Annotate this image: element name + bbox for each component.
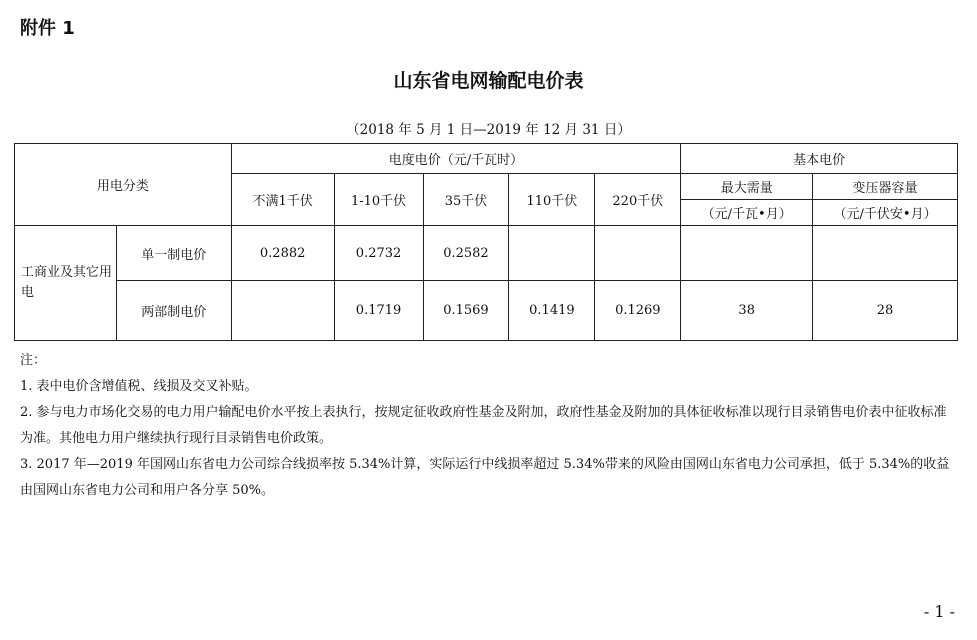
basic-price-header: 基本电价 (681, 144, 958, 174)
tariff-table (14, 143, 958, 341)
transformer-cell (813, 226, 958, 281)
price-cell: 0.1269 (595, 281, 681, 341)
price-cell (595, 226, 681, 281)
voltage-level-header: 110千伏 (509, 174, 595, 226)
voltage-level-header: 不满1千伏 (231, 174, 334, 226)
max-demand-cell (681, 226, 813, 281)
energy-price-header: 电度电价（元/千瓦时） (231, 144, 681, 174)
attachment-label: 附件 1 (20, 18, 75, 39)
max-demand-header: 最大需量 (681, 174, 813, 200)
price-cell: 0.1419 (509, 281, 595, 341)
transformer-capacity-header: 变压器容量 (813, 174, 958, 200)
page-number: - 1 - (923, 602, 955, 621)
price-cell: 0.2882 (231, 226, 334, 281)
notes-section (20, 348, 955, 504)
price-cell (509, 226, 595, 281)
note-item: 1. 表中电价含增值税、线损及交叉补贴。 (20, 379, 258, 394)
row-label: 单一制电价 (116, 226, 231, 281)
transformer-capacity-unit: （元/千伏安•月） (813, 200, 958, 226)
table-row (15, 226, 958, 281)
price-cell: 0.1569 (423, 281, 509, 341)
notes-heading: 注： (20, 353, 47, 368)
customer-group-label: 工商业及其它用电 (15, 226, 117, 341)
category-header: 用电分类 (15, 144, 232, 226)
note-item: 3. 2017 年—2019 年国网山东省电力公司综合线损率按 5.34%计算，实际运行中线损率超过 5.34%带来的风险由国网山东省电力公司承担，低于 5.34%的收益由国网山东省电力公司和用户各分享 50%。 (20, 457, 950, 498)
price-cell: 0.2732 (334, 226, 423, 281)
voltage-level-header: 220千伏 (595, 174, 681, 226)
transformer-cell: 28 (813, 281, 958, 341)
document-title: 山东省电网输配电价表 (393, 70, 584, 92)
price-cell: 0.2582 (423, 226, 509, 281)
table-row (15, 281, 958, 341)
row-label: 两部制电价 (116, 281, 231, 341)
max-demand-cell: 38 (681, 281, 813, 341)
price-cell: 0.1719 (334, 281, 423, 341)
note-item: 2. 参与电力市场化交易的电力用户输配电价水平按上表执行，按规定征收政府性基金及附加，政府性基金及附加的具体征收标准以现行目录销售电价表中征收标准为准。其他电力用户继续执行现行目录销售电价政策。 (20, 405, 947, 446)
max-demand-unit: （元/千瓦•月） (681, 200, 813, 226)
validity-period: （2018 年 5 月 1 日—2019 年 12 月 31 日） (346, 122, 631, 138)
voltage-level-header: 1-10千伏 (334, 174, 423, 226)
price-cell (231, 281, 334, 341)
voltage-level-header: 35千伏 (423, 174, 509, 226)
